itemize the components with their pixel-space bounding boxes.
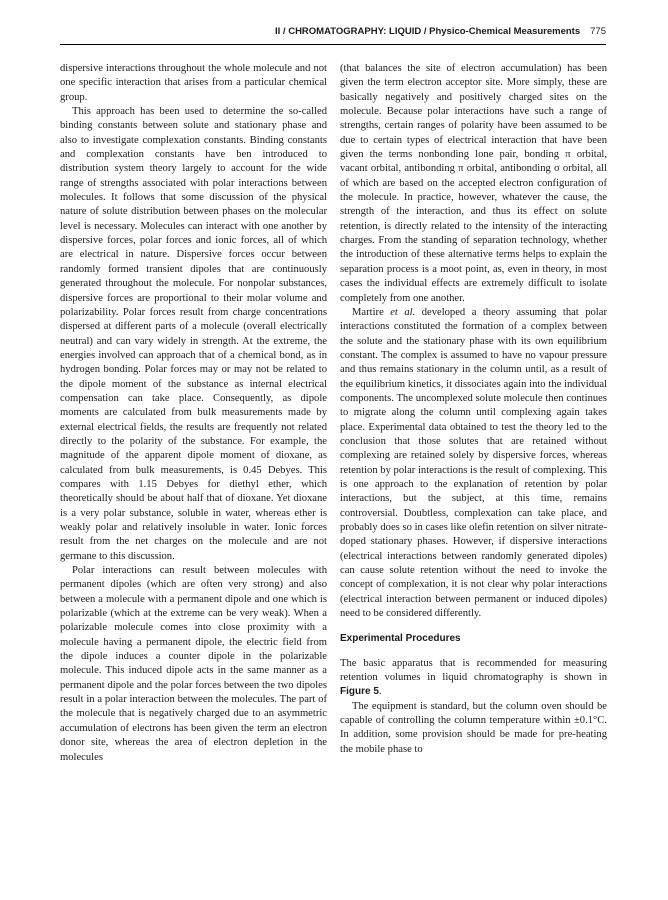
figure-reference: Figure 5 [340, 686, 379, 698]
section-heading: Experimental Procedures [340, 633, 461, 645]
paragraph: (that balances the site of electron accumulation) has been given the term electron acceptor site. More simply, these are basically negatively and positively charged sites on the molecule. Because polar interactions have such a range of strengths, certain ranges of polarity have been assumed to be due to certain types of electrical interaction that have been given the terms nonbonding lone pair, bonding π orbital, vacant orbital, antibonding π orbital, antibonding σ orbital, all of which are based on the accepted electron configuration of the molecule. In practice, however, whatever the cause, the strength of the interaction, and thus its effect on solute retention, is directly related to the intensity of the interacting charges. From the standing of separation technology, whether the introduction of these alternative terms helps to explain the separation process is a moot point, as, even in theory, in most cases the individual effects are extremely difficult to isolate completely from one another. [340, 63, 607, 304]
text-run: developed a theory assuming that polar interactions constituted the formation of a complex between the solute and the stationary phase with its own equilibrium constant. The complex is assumed to have no vapour pressure and thus remains stationary in the column until, as a result of the equilibrium kinetics, it dissociates again into the individual components. The uncomplexed solute molecule then continues to migrate along the column until complexing again takes place. Experimental data obtained to test the theory led to the conclusion that those solutes that are retained without complexing are retained solely by dispersive forces, whereas retention by polar interactions is the result of complexing. This is one approach to the explanation of retention by polar interactions, but the subject, at this time, remains controversial. Doubtless, complexation can take place, and probably does so in cases like olefin retention on silver nitrate-doped stationary phases. However, if dispersive interactions (electrical interactions between randomly generated dipoles) can cause solute retention without the need to invoke the concept of complexation, it is not clear why polar interactions (electrical interaction between permanent or induced dipoles) need to be considered differently. [340, 306, 607, 620]
page-number: 775 [590, 26, 606, 37]
paragraph [340, 657, 607, 700]
text-run: . [378, 686, 382, 698]
paragraph: dispersive interactions throughout the whole molecule and not one specific interaction that arises from a particular chemical group. [60, 63, 327, 103]
paragraph: Polar interactions can result between molecules with permanent dipoles (which are often very strong) and also between a molecule with a permanent dipole and one which is polarizable (which at the extreme can be very weak). When a polarizable molecule comes into close proximity with a molecule having a permanent dipole, the electric field from the dipole induces a counter dipole in the polarizable molecule. This induced dipole acts in the same manner as a permanent dipole and the polar forces between the two dipoles result in a polar interaction between the molecules. The part of the molecule that is negatively charged due to an asymmetric accumulation of electrons has been given the term an electron donor site, whereas the area of electron depletion in the molecules [60, 565, 327, 763]
paragraph [340, 306, 607, 622]
text-run: Martire [352, 306, 391, 318]
running-header [60, 26, 606, 45]
right-column [340, 62, 607, 757]
paragraph: The equipment is standard, but the column oven should be capable of controlling the column temperature within ±0.1°C. In addition, some provision should be made for pre-heating the mobile phase to [340, 700, 607, 755]
paragraph: This approach has been used to determine the so-called binding constants between solute and stationary phase and also to investigate complexation constants. Binding constants and complexation constants have ben introduced to distribution system theory largely to account for the wide range of strengths associated with polar interactions between molecules. It follows that some discussion of the physical nature of solute distribution between phases on the molecular level is necessary. Molecules can interact with one another by dispersive forces, polar forces and ionic forces, all of which are electrical in nature. Dispersive forces occur between randomly formed transient dipoles that are continuously generated throughout the molecule. For nonpolar substances, dispersive forces are proportional to their molar volume and polarizability. Polar forces result from charge concentrations dispersed at different parts of a molecule (overall electrically neutral) and can vary widely in strength. At the extreme, the energies involved can approach that of a chemical bond, as in hydrogen bonding. Polar forces may or may not be related to the dipole moment of the substance as internal electrical compensation can take place. Consequently, as dipole moments are calculated from bulk measurements made by external electrical fields, the results are frequently not related directly to the polarity of the substance. For example, the magnitude of the apparent dipole moment of dioxane, as calculated from bulk measurements, is 0.45 Debyes. This compares with 1.15 Debyes for diethyl ether, which theoretically should be about half that of dioxane. Yet dioxane is a very polar substance, soluble in water, whereas ether is weakly polar and relatively insoluble in water. Ionic forces result from the net charges on the molecule and are not germane to this discussion. [60, 106, 327, 562]
left-column [60, 62, 327, 765]
text-run: The basic apparatus that is recommended for measuring retention volumes in liquid chromatography is shown in [340, 657, 607, 684]
running-title: II / CHROMATOGRAPHY: LIQUID / Physico-Chemical Measurements [275, 26, 581, 37]
italic-text: et al. [390, 306, 416, 318]
